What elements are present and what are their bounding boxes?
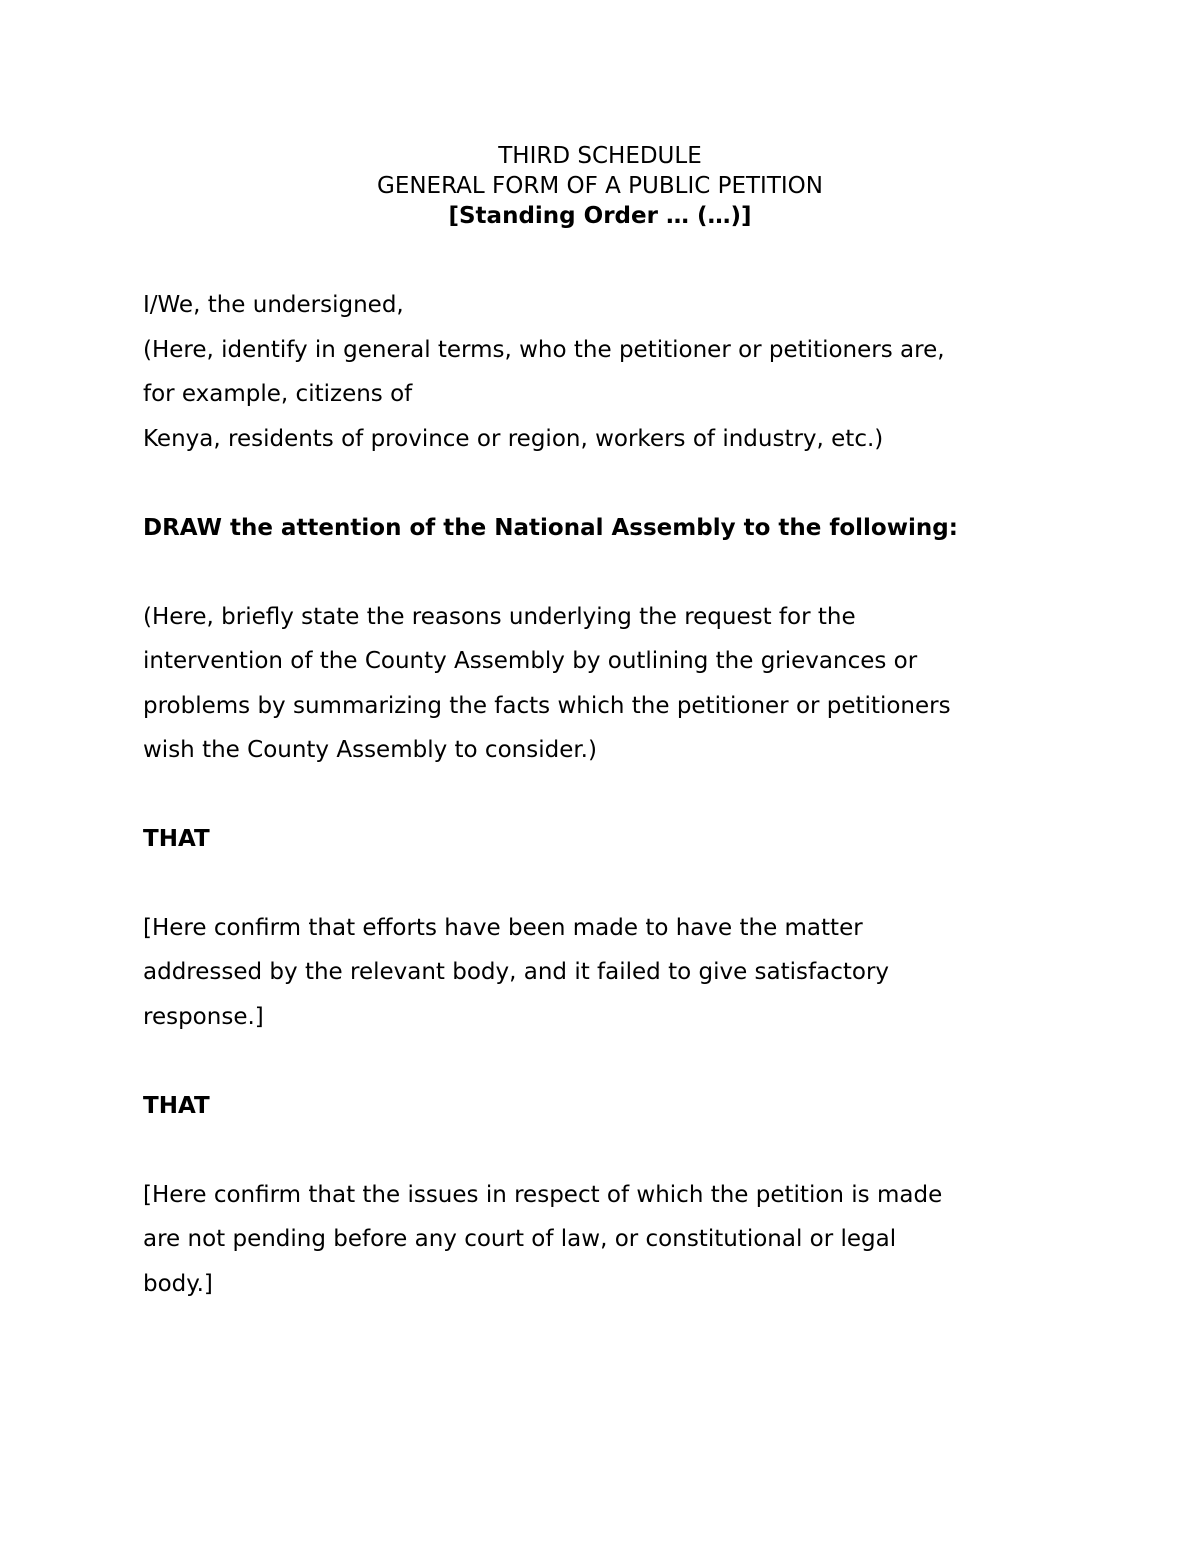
reasons-line: problems by summarizing the facts which the petitioner or petitioners: [143, 693, 951, 719]
that-heading: THAT: [143, 826, 210, 852]
draw-attention-heading: DRAW the attention of the National Assembly to the following:: [143, 515, 958, 541]
petitioners-line: Kenya, residents of province or region, workers of industry, etc.): [143, 426, 884, 452]
that-heading: THAT: [143, 1093, 210, 1119]
that-clause-line: [Here confirm that efforts have been made to have the matter: [143, 915, 863, 941]
reasons-line: intervention of the County Assembly by outlining the grievances or: [143, 648, 918, 674]
standing-order-reference: [Standing Order … (…)]: [448, 203, 752, 229]
reasons-line: (Here, briefly state the reasons underlying the request for the: [143, 604, 856, 630]
that-clause-line: are not pending before any court of law, or constitutional or legal: [143, 1226, 897, 1252]
that-clause-line: addressed by the relevant body, and it failed to give satisfactory: [143, 959, 890, 985]
that-clause-line: body.]: [143, 1271, 213, 1297]
petitioners-intro: I/We, the undersigned,: [143, 292, 404, 318]
schedule-title: THIRD SCHEDULE: [498, 143, 702, 169]
form-title: GENERAL FORM OF A PUBLIC PETITION: [377, 173, 823, 199]
that-clause-line: response.]: [143, 1004, 264, 1030]
petitioners-line: (Here, identify in general terms, who the petitioner or petitioners are,: [143, 337, 945, 363]
reasons-line: wish the County Assembly to consider.): [143, 737, 597, 763]
petitioners-line: for example, citizens of: [143, 381, 413, 407]
that-clause-line: [Here confirm that the issues in respect of which the petition is made: [143, 1182, 943, 1208]
